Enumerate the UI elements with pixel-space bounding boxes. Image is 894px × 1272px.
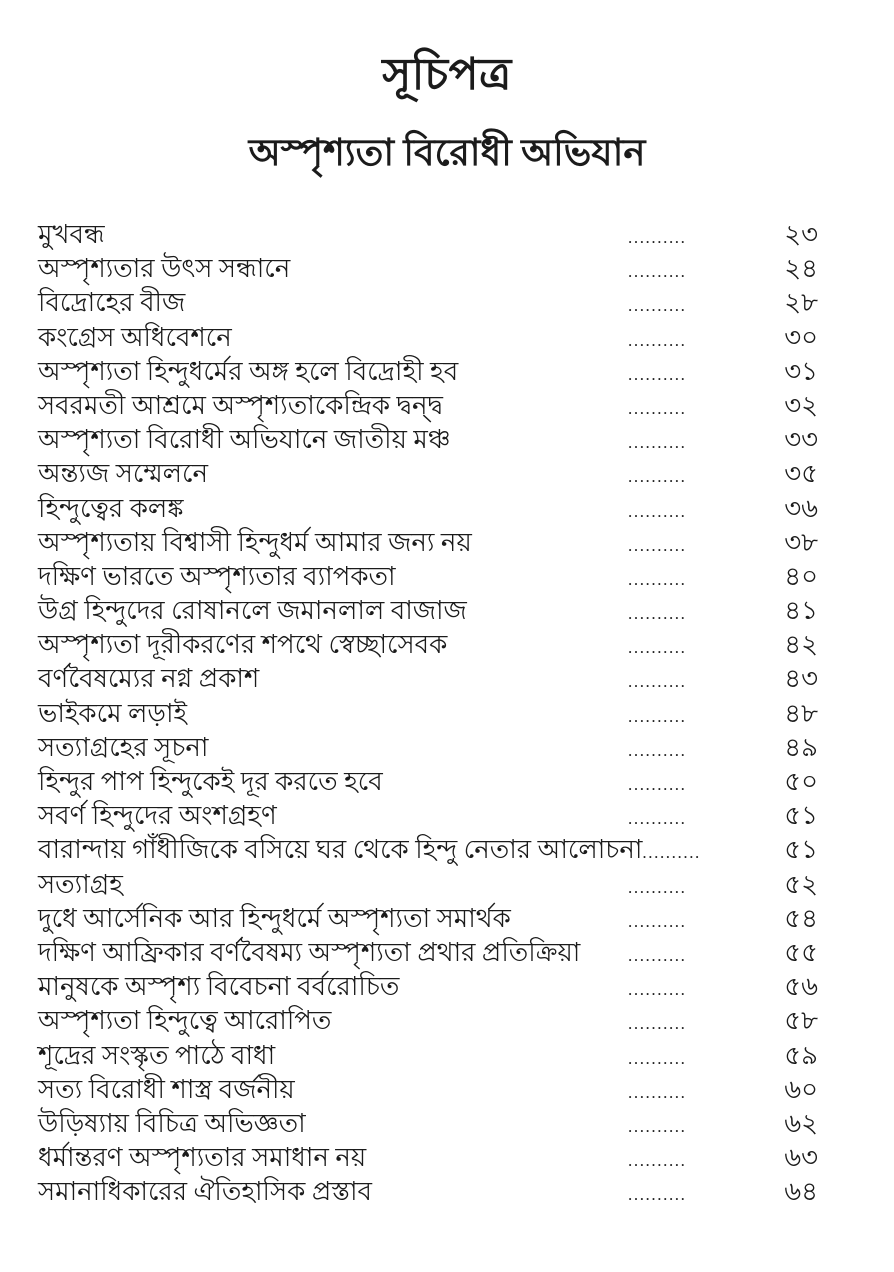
dot-leader: .......... bbox=[628, 1151, 687, 1171]
page-number: ৩০ bbox=[784, 322, 818, 352]
page-number: ৩১ bbox=[784, 356, 818, 386]
chapter-title: উগ্র হিন্দুদের রোষানলে জমানলাল বাজাজ bbox=[38, 596, 467, 626]
dot-leader: .......... bbox=[628, 1048, 687, 1068]
dot-leader: .......... bbox=[628, 638, 687, 658]
dot-leader: .......... bbox=[628, 911, 687, 931]
toc-row bbox=[38, 731, 818, 765]
toc-row bbox=[38, 389, 818, 423]
page-number: ৫০ bbox=[784, 767, 818, 796]
page-number: ৩৫ bbox=[784, 459, 818, 489]
page-number: ৫৫ bbox=[784, 937, 818, 967]
toc-row bbox=[38, 492, 818, 526]
toc-list bbox=[38, 218, 818, 1209]
page-number: ২৮ bbox=[784, 288, 818, 318]
toc-row bbox=[38, 1175, 818, 1209]
dot-leader: .......... bbox=[628, 364, 687, 384]
toc-row bbox=[38, 252, 818, 286]
page-number: ৪০ bbox=[784, 561, 818, 591]
chapter-title: বর্ণবৈষম্যের নগ্ন প্রকাশ bbox=[38, 664, 260, 694]
chapter-title: অস্পৃশ্যতায় বিশ্বাসী হিন্দুধর্ম আমার জন্য নয় bbox=[38, 527, 472, 557]
page-number: ৪৮ bbox=[784, 698, 818, 728]
chapter-title: সত্যাগ্রহের সূচনা bbox=[38, 732, 209, 762]
page-number: ৩৩ bbox=[784, 425, 818, 455]
page-number: ৫১ bbox=[784, 801, 818, 831]
chapter-title: সমানাধিকারের ঐতিহাসিক প্রস্তাব bbox=[38, 1177, 372, 1207]
chapter-title: অস্পৃশ্যতা দূরীকরণের শপথে স্বেচ্ছাসেবক bbox=[38, 630, 448, 660]
section-title: অস্পৃশ্যতা বিরোধী অভিযান bbox=[248, 133, 646, 174]
toc-row bbox=[38, 833, 818, 867]
chapter-title: সবর্ণ হিন্দুদের অংশগ্রহণ bbox=[38, 801, 277, 831]
dot-leader: .......... bbox=[628, 672, 687, 692]
chapter-title: শূদ্রের সংস্কৃত পাঠে বাধা bbox=[38, 1040, 276, 1070]
page-number: ৫২ bbox=[784, 869, 818, 899]
chapter-title: হিন্দুত্বের কলঙ্ক bbox=[38, 493, 184, 523]
toc-row bbox=[38, 799, 818, 833]
page-number: ৪১ bbox=[784, 596, 818, 626]
dot-leader: .......... bbox=[628, 228, 687, 247]
chapter-title: সত্যাগ্রহ bbox=[38, 869, 123, 899]
chapter-title: উড়িষ্যায় বিচিত্র অভিজ্ঞতা bbox=[38, 1108, 306, 1138]
chapter-title: দক্ষিণ ভারতে অস্পৃশ্যতার ব্যাপকতা bbox=[38, 561, 396, 591]
chapter-title: দক্ষিণ আফ্রিকার বর্ণবৈষম্য অস্পৃশ্যতা প্রথার প্রতিক্রিয়া bbox=[38, 937, 581, 967]
dot-leader: .......... bbox=[628, 877, 687, 897]
dot-leader: .......... bbox=[628, 809, 687, 829]
chapter-title: দুধে আর্সেনিক আর হিন্দুধর্মে অস্পৃশ্যতা সমার্থক bbox=[38, 903, 511, 933]
chapter-title: হিন্দুর পাপ হিন্দুকেই দূর করতে হবে bbox=[38, 767, 383, 796]
dot-leader: .......... bbox=[628, 330, 687, 350]
dot-leader: .......... bbox=[628, 433, 687, 453]
chapter-title: অস্পৃশ্যতা হিন্দুত্বে আরোপিত bbox=[38, 1006, 332, 1036]
toc-row bbox=[38, 1141, 818, 1175]
dot-leader: .......... bbox=[628, 398, 687, 418]
page-number: ৫৪ bbox=[784, 903, 818, 933]
dot-leader: .......... bbox=[628, 467, 687, 487]
toc-row bbox=[38, 218, 818, 252]
page-number: ৫৯ bbox=[784, 1040, 818, 1070]
page-number: ৪৩ bbox=[784, 664, 818, 694]
chapter-title: ধর্মান্তরণ অস্পৃশ্যতার সমাধান নয় bbox=[38, 1143, 367, 1173]
toc-row bbox=[38, 662, 818, 696]
toc-row bbox=[38, 1107, 818, 1141]
page-number: ৬০ bbox=[784, 1074, 818, 1104]
toc-row bbox=[38, 423, 818, 457]
page-number: ৫৬ bbox=[784, 972, 818, 1002]
toc-row bbox=[38, 560, 818, 594]
chapter-title: বিদ্রোহের বীজ bbox=[38, 288, 186, 318]
toc-row bbox=[38, 628, 818, 662]
page-number: ২৩ bbox=[784, 220, 818, 249]
toc-row bbox=[38, 526, 818, 560]
page-title: সূচিপত্র bbox=[382, 50, 512, 99]
dot-leader: .......... bbox=[628, 535, 687, 555]
toc-row bbox=[38, 355, 818, 389]
toc-row bbox=[38, 321, 818, 355]
dot-leader: .......... bbox=[628, 501, 687, 521]
page-number: ২৪ bbox=[784, 254, 818, 284]
dot-leader: .......... bbox=[628, 1185, 687, 1205]
toc-row bbox=[38, 868, 818, 902]
toc-row bbox=[38, 1004, 818, 1038]
dot-leader: .......... bbox=[628, 980, 687, 1000]
chapter-title: কংগ্রেস অধিবেশনে bbox=[38, 322, 232, 352]
toc-row bbox=[38, 970, 818, 1004]
toc-row bbox=[38, 697, 818, 731]
page-number: ৩২ bbox=[784, 390, 818, 420]
page-number: ৩৮ bbox=[784, 527, 818, 557]
chapter-title: অস্পৃশ্যতার উৎস সন্ধানে bbox=[38, 254, 291, 284]
chapter-title: অন্ত্যজ সম্মেলনে bbox=[38, 459, 209, 489]
toc-row bbox=[38, 936, 818, 970]
chapter-title: ভাইকমে লড়াই bbox=[38, 698, 188, 728]
toc-row bbox=[38, 286, 818, 320]
page-number: ৫৮ bbox=[784, 1006, 818, 1036]
dot-leader: .......... bbox=[628, 262, 687, 282]
page-number: ৩৬ bbox=[784, 493, 818, 523]
toc-row bbox=[38, 457, 818, 491]
chapter-title: অস্পৃশ্যতা হিন্দুধর্মের অঙ্গ হলে বিদ্রোহী হব bbox=[38, 356, 459, 386]
dot-leader: .......... bbox=[628, 1082, 687, 1102]
chapter-title: সবরমতী আশ্রমে অস্পৃশ্যতাকেন্দ্রিক দ্বন্দ্ব bbox=[38, 390, 443, 420]
toc-row bbox=[38, 1039, 818, 1073]
toc-row bbox=[38, 594, 818, 628]
toc-row bbox=[38, 902, 818, 936]
page-number: ৬২ bbox=[784, 1108, 818, 1138]
dot-leader: .......... bbox=[628, 604, 687, 624]
page-number: ৪২ bbox=[784, 630, 818, 660]
page-number: ৪৯ bbox=[784, 732, 818, 762]
chapter-title: মুখবন্ধ bbox=[38, 220, 105, 249]
page-number: ৬৩ bbox=[784, 1143, 818, 1173]
toc-row bbox=[38, 1073, 818, 1107]
chapter-title: মানুষকে অস্পৃশ্য বিবেচনা বর্বরোচিত bbox=[38, 972, 400, 1002]
dot-leader: .......... bbox=[628, 1116, 687, 1136]
page-number: ৫১ bbox=[784, 835, 818, 865]
dot-leader: .......... bbox=[628, 775, 687, 794]
dot-leader: .......... bbox=[628, 296, 687, 316]
toc-row bbox=[38, 765, 818, 799]
chapter-title: সত্য বিরোধী শাস্ত্র বর্জনীয় bbox=[38, 1074, 295, 1104]
dot-leader: .......... bbox=[628, 740, 687, 760]
dot-leader: .......... bbox=[628, 1014, 687, 1034]
dot-leader: .......... bbox=[628, 569, 687, 589]
chapter-title: বারান্দায় গাঁধীজিকে বসিয়ে ঘর থেকে হিন্দু নেতার আলোচনা bbox=[38, 835, 643, 865]
dot-leader: .......... bbox=[628, 706, 687, 726]
page-number: ৬৪ bbox=[784, 1177, 818, 1207]
dot-leader: .......... bbox=[642, 843, 701, 863]
chapter-title: অস্পৃশ্যতা বিরোধী অভিযানে জাতীয় মঞ্চ bbox=[38, 425, 451, 455]
dot-leader: .......... bbox=[628, 945, 687, 965]
